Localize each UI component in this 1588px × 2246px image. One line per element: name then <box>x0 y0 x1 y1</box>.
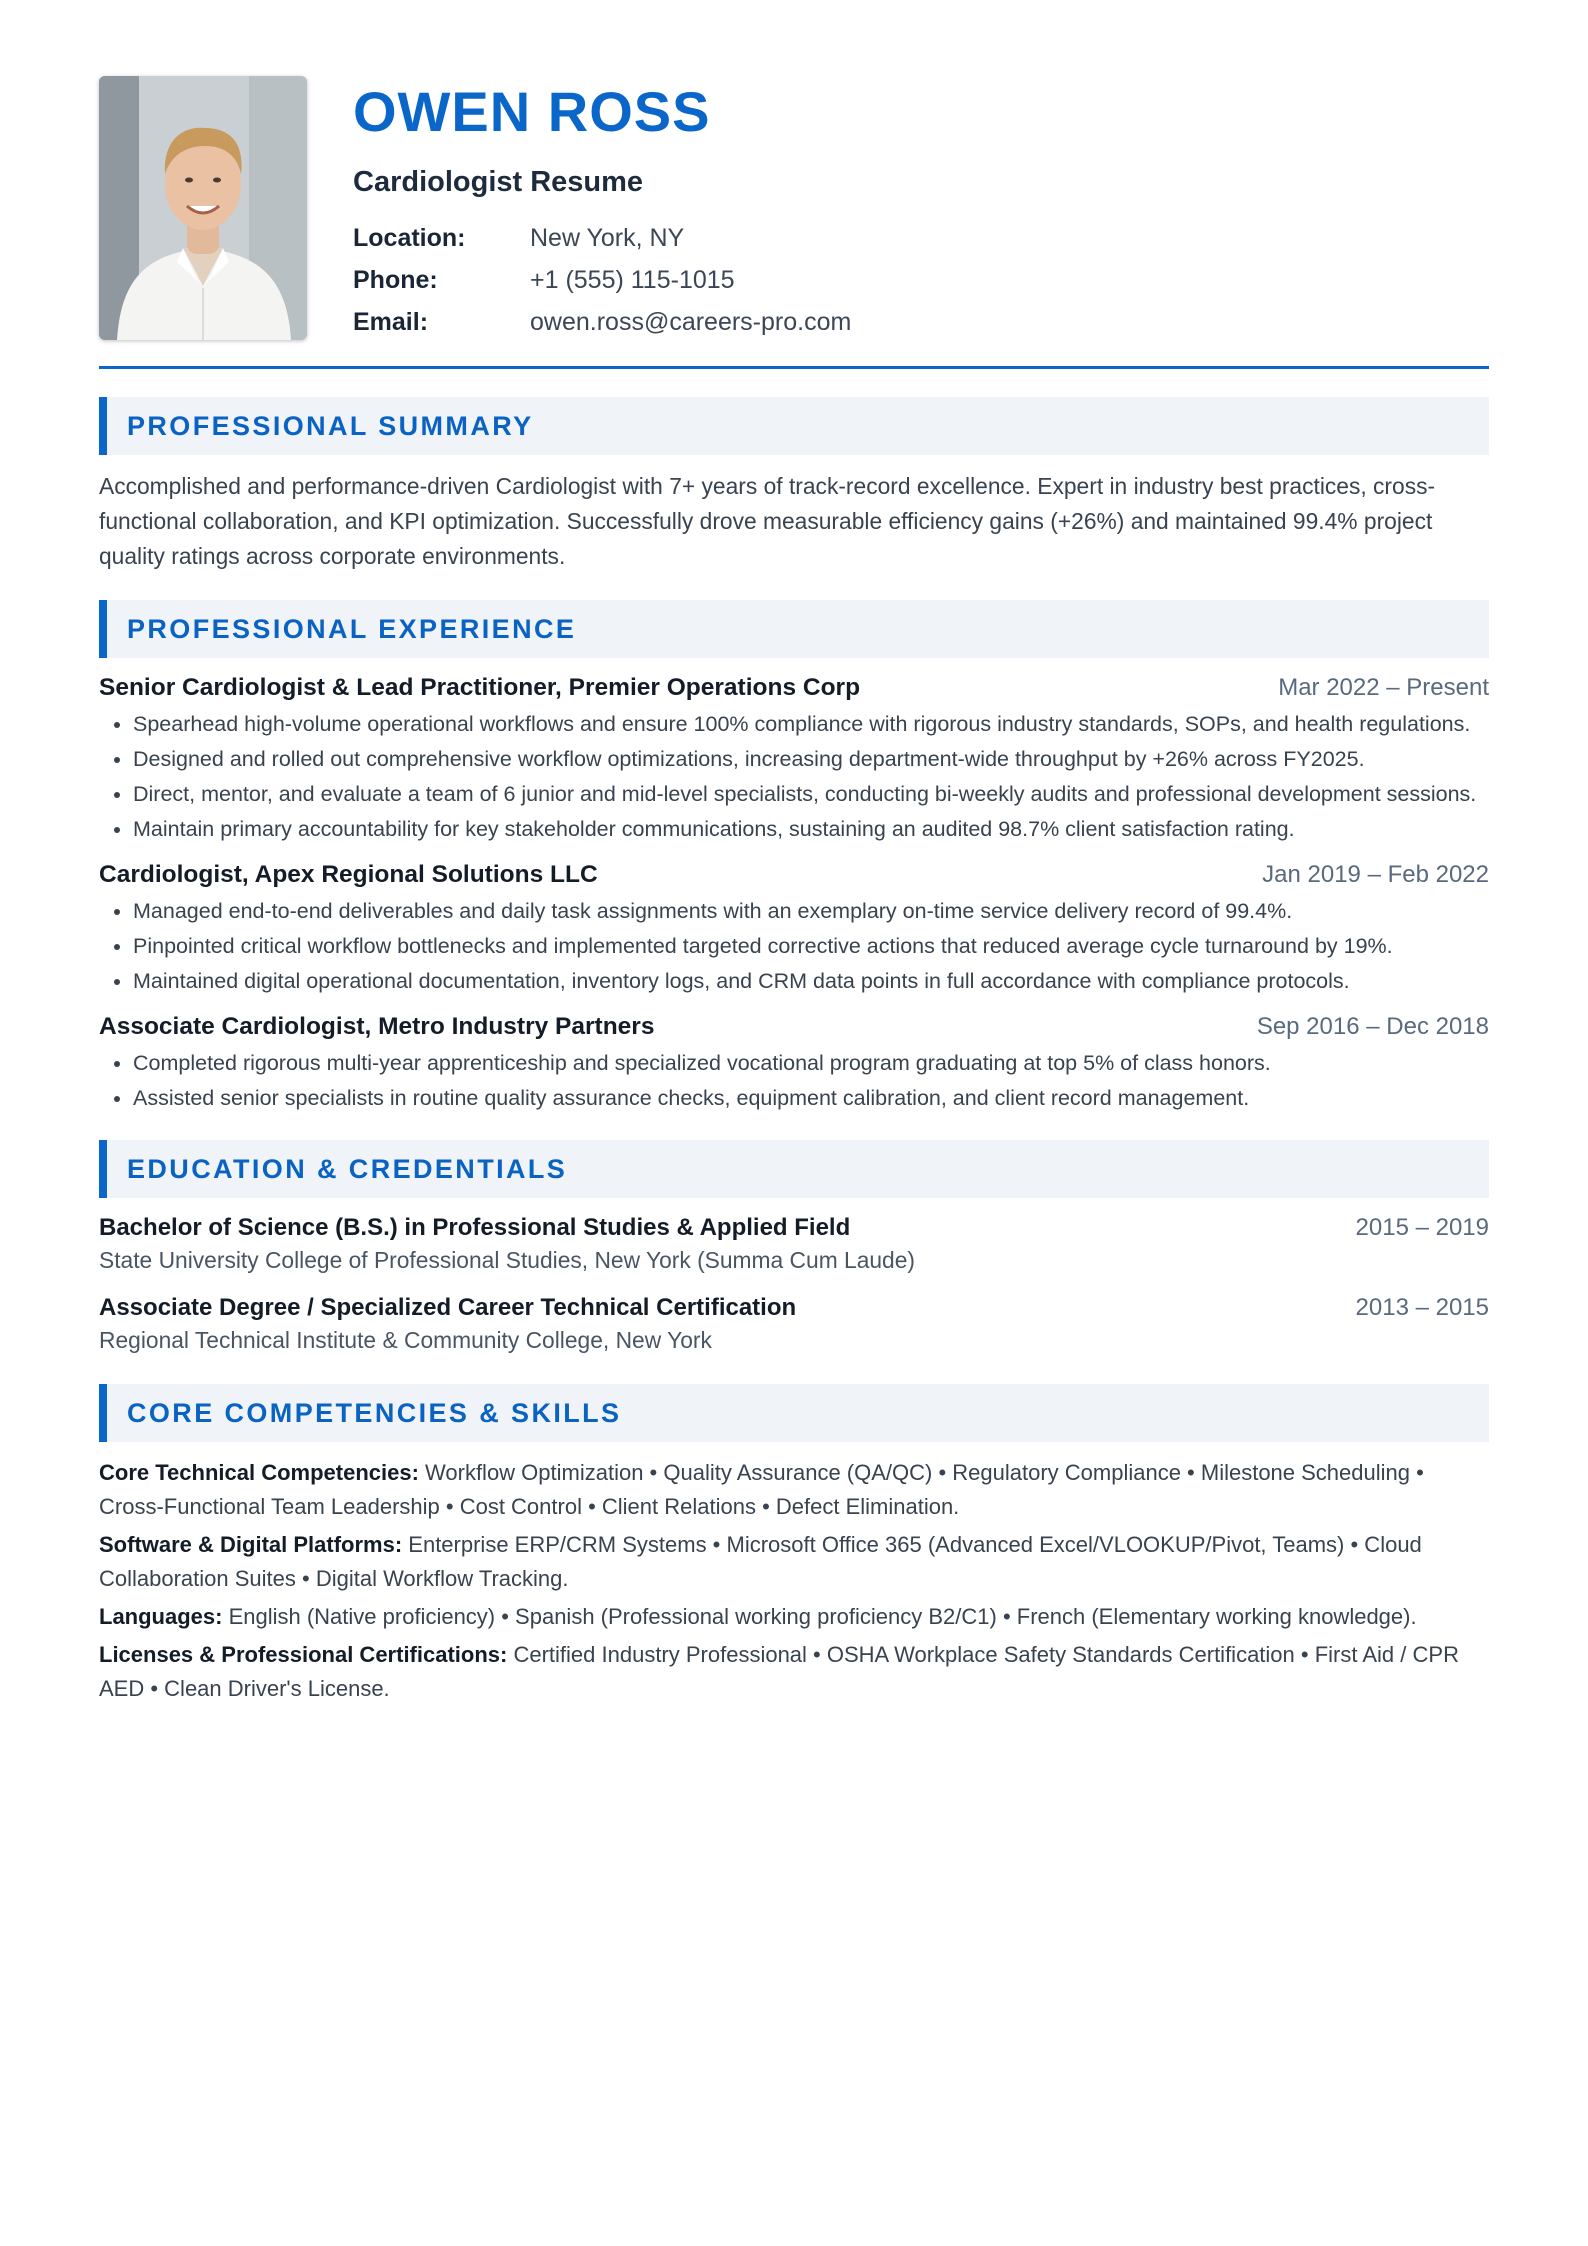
skills-list <box>99 1456 1489 1706</box>
resume-header <box>99 0 1489 366</box>
contact-label: Email: <box>353 308 429 336</box>
education-dates: 2013 – 2015 <box>1355 1294 1489 1321</box>
job-bullet: • Pinpointed critical workflow bottlenecks and implemented targeted corrective actions that reduced average cycle turnaround by 19%. <box>133 930 1489 962</box>
job-entry <box>99 674 1489 845</box>
job-bullets <box>99 895 1489 997</box>
job-dates: Mar 2022 – Present <box>1278 674 1489 701</box>
job-bullets <box>99 1047 1489 1114</box>
degree-title: Bachelor of Science (B.S.) in Professional Studies & Applied Field <box>99 1214 851 1241</box>
job-title: Associate Cardiologist, Metro Industry Partners <box>99 1013 655 1040</box>
school-name: Regional Technical Institute & Community College, New York <box>99 1327 712 1353</box>
job-entry <box>99 1013 1489 1114</box>
skill-row <box>99 1528 1489 1596</box>
skill-value: Certified Industry Professional • OSHA Workplace Safety Standards Certification • First Aid / CPR AED • Clean Driver's License. <box>99 1642 1459 1701</box>
contact-label: Location: <box>353 224 466 252</box>
contact-label: Phone: <box>353 266 438 294</box>
job-bullet: • Managed end-to-end deliverables and daily task assignments with an exemplary on-time service delivery record of 99.4%. <box>133 895 1489 927</box>
job-bullet: • Spearhead high-volume operational workflows and ensure 100% compliance with rigorous industry standards, SOPs, and health regulations. <box>133 708 1489 740</box>
contact-value: +1 (555) 115-1015 <box>530 266 735 294</box>
section-title: PROFESSIONAL EXPERIENCE <box>127 613 577 644</box>
job-entry <box>99 861 1489 997</box>
skill-row <box>99 1638 1489 1706</box>
contact-email <box>353 301 851 343</box>
profile-photo <box>99 76 307 340</box>
skill-label: Software & Digital Platforms: <box>99 1532 409 1557</box>
job-bullets <box>99 708 1489 845</box>
job-bullet: • Maintained digital operational documentation, inventory logs, and CRM data points in full accordance with compliance protocols. <box>133 965 1489 997</box>
job-bullet: • Designed and rolled out comprehensive workflow optimizations, increasing department-wide throughput by +26% across FY2025. <box>133 743 1489 775</box>
header-divider <box>99 366 1489 369</box>
candidate-name: OWEN ROSS <box>353 80 711 143</box>
education-entry <box>99 1214 1489 1278</box>
contact-location <box>353 217 851 259</box>
contact-value: owen.ross@careers-pro.com <box>530 308 852 336</box>
job-bullet: • Maintain primary accountability for key stakeholder communications, sustaining an audited 98.7% client satisfaction rating. <box>133 813 1489 845</box>
profile-photo-illustration <box>99 76 307 340</box>
education-header <box>99 1294 1489 1322</box>
header-info <box>353 76 851 366</box>
job-dates: Jan 2019 – Feb 2022 <box>1262 861 1489 888</box>
contact-phone <box>353 259 851 301</box>
job-bullet: • Assisted senior specialists in routine quality assurance checks, equipment calibration, and client record management. <box>133 1082 1489 1114</box>
degree-title: Associate Degree / Specialized Career Technical Certification <box>99 1294 797 1321</box>
skill-row <box>99 1456 1489 1524</box>
skill-label: Core Technical Competencies: <box>99 1460 426 1485</box>
job-bullet: • Direct, mentor, and evaluate a team of 6 junior and mid-level specialists, conducting bi-weekly audits and professional development sessions. <box>133 778 1489 810</box>
skill-value: English (Native proficiency) • Spanish (Professional working proficiency B2/C1) • French (Elementary working knowledge). <box>228 1604 1417 1629</box>
section-header-skills <box>99 1384 1489 1442</box>
contact-value: New York, NY <box>530 224 685 252</box>
skill-value: Enterprise ERP/CRM Systems • Microsoft Office 365 (Advanced Excel/VLOOKUP/Pivot, Teams) • Cloud Collaboration Suites • Digital Workflow Tracking. <box>99 1532 1422 1591</box>
education-header <box>99 1214 1489 1242</box>
job-bullet: • Completed rigorous multi-year apprenticeship and specialized vocational program graduating at top 5% of class honors. <box>133 1047 1489 1079</box>
resume-subtitle: Cardiologist Resume <box>353 166 644 198</box>
summary-text: Accomplished and performance-driven Cardiologist with 7+ years of track-record excellence. Expert in industry best practices, cross-functional collaboration, and KPI optimization. Successfully drove measurable efficiency gains (+26%) and maintained 99.4% project quality ratings across corporate environments. <box>99 473 1436 569</box>
school-name: State University College of Professional Studies, New York (Summa Cum Laude) <box>99 1247 916 1273</box>
job-dates: Sep 2016 – Dec 2018 <box>1256 1013 1489 1040</box>
job-header <box>99 1013 1489 1041</box>
section-header-summary <box>99 397 1489 455</box>
job-header <box>99 674 1489 702</box>
job-title: Senior Cardiologist & Lead Practitioner, Premier Operations Corp <box>99 674 861 701</box>
contact-list <box>353 217 851 343</box>
job-header <box>99 861 1489 889</box>
education-entry <box>99 1294 1489 1358</box>
section-header-experience <box>99 600 1489 658</box>
skill-value: Workflow Optimization • Quality Assurance (QA/QC) • Regulatory Compliance • Milestone Scheduling • Cross-Functional Team Leadership • Cost Control • Client Relations • Defect Elimination. <box>99 1460 1424 1519</box>
section-title: EDUCATION & CREDENTIALS <box>127 1153 568 1184</box>
skill-row <box>99 1600 1489 1634</box>
skill-label: Licenses & Professional Certifications: <box>99 1642 514 1667</box>
section-header-education <box>99 1140 1489 1198</box>
skill-label: Languages: <box>99 1604 229 1629</box>
section-title: PROFESSIONAL SUMMARY <box>127 410 534 441</box>
education-dates: 2015 – 2019 <box>1355 1214 1489 1241</box>
job-title: Cardiologist, Apex Regional Solutions LLC <box>99 861 598 888</box>
section-title: CORE COMPETENCIES & SKILLS <box>127 1397 622 1428</box>
